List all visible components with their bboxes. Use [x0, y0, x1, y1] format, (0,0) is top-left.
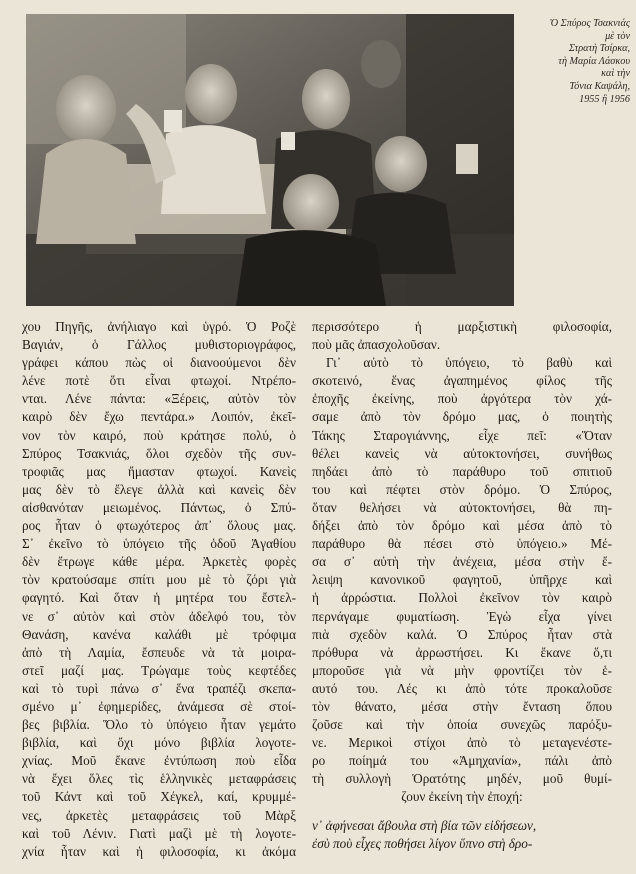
text-line: σα σ᾿ αὐτὴ τὴν ἀνέχεια, μέσα στὴν ἔ-	[312, 554, 612, 570]
text-line: βιβλία, καὶ ὄχι μόνο βιβλία λογοτε-	[22, 735, 296, 751]
text-line: πιὰ σχεδὸν καλά. Ὁ Σπύρος ἦταν στὰ	[312, 626, 612, 642]
text-line: ἐποχῆς ἐκείνης, ποὺ ἀργότερα τὸν χά-	[312, 391, 612, 407]
text-line: καιρὸ δὲν ἔχω πεντάρα.» Λοιπόν, ἐκεῖ-	[22, 409, 296, 425]
text-line: ἀπὸ τὴ Λαμία, ἔσπευδε νὰ τὰ μοιρα-	[22, 644, 296, 660]
text-line: ρος ἦταν ὁ φτωχότερος ἀπ᾿ ὅλους μας.	[22, 518, 296, 534]
text-line: νὰ ἔχει ὅλες τὶς ἑλληνικὲς μεταφράσεις	[22, 771, 296, 787]
text-line: Τάκης Σταρογιάννης, εἶχε πεῖ: «Ὅταν	[312, 427, 612, 443]
text-line: Θανάση, κανένα καλάθι μὲ τρόφιμα	[22, 626, 296, 642]
text-line: βες βιβλία. Ὅλο τὸ ὑπόγειο ἦταν γεμάτο	[22, 717, 296, 733]
text-line: ζουν ἐκείνη τὴν ἐποχή:	[401, 789, 523, 805]
text-line: σκοτεινό, ἕνας ἀγαπημένος φίλος τῆς	[312, 373, 612, 389]
text-line: νε σ᾿ αὐτὸν καὶ στὸν ἀδελφό του, τὸν	[22, 608, 296, 624]
text-line: μποροῦσε γιὰ νὰ μὴν φροντίζει τὸν ἑ-	[312, 662, 612, 678]
paragraph-start-line: Γι᾿ αὐτὸ τὸ ὑπόγειο, τὸ βαθὺ καὶ	[326, 355, 612, 371]
text-line: λειψη κανονικοῦ φαγητοῦ, ὑπῆρχε καὶ	[312, 572, 612, 588]
caption-line: καὶ τὴν	[601, 68, 630, 80]
text-line: καὶ τοῦ Λένιν. Γιατὶ μαζὶ μὲ τὴ λογοτε-	[22, 825, 296, 841]
caption-line: μὲ τὸν	[605, 30, 630, 42]
text-line: χνία ἦταν καὶ ἡ φιλοσοφία, κι ἀκόμα	[22, 843, 296, 859]
text-line: χνίας. Μοῦ ἔκανε ἐντύπωση ποὺ εἶδα	[22, 753, 296, 769]
verse-line: ν᾿ ἀφήνεσαι ἄβουλα στὴ βία τῶν εἰδήσεων,	[312, 817, 537, 833]
text-line: αἰσθανόταν μειωμένος. Πάντως, ὁ Σπύ-	[22, 499, 296, 515]
group-photo-image	[26, 14, 514, 306]
caption-line: 1955 ἢ 1956	[579, 93, 630, 105]
text-line: δὲν ἔτρωγε κάθε μέρα. Ἀρκετὲς φορὲς	[22, 554, 296, 570]
text-line: τὸν θάνατο, μέσα στὴν ἔνταση ὅπου	[312, 698, 612, 714]
verse-spacer	[312, 807, 612, 817]
text-line: γράφει κάπου πὼς οἱ διανοούμενοι δὲν	[22, 355, 296, 371]
text-line: νες, ἀρκετὲς μεταφράσεις τοῦ Μὰρξ	[22, 807, 296, 823]
right-text-column	[312, 318, 612, 853]
text-line: ὅταν θελήσει νὰ αὐτοκτονήσει, θὰ πη-	[312, 499, 612, 515]
text-line: ζοῦσε καὶ τὴν ὁποία συνεχῶς παρόξυ-	[312, 717, 612, 733]
text-line: φαγητό. Καὶ ὅταν ἡ μητέρα του ἔστελ-	[22, 590, 296, 606]
text-line: ρο ποίημά του «Ἀμηχανία», πάλι ἀπὸ	[312, 753, 612, 769]
text-line: τὴ συλλογὴ Ὁρατότης μηδέν, μοῦ θυμί-	[312, 771, 612, 787]
text-line: καὶ τὸ τυρὶ πάνω σ᾿ ἕνα τραπέζι σκεπα-	[22, 680, 296, 696]
text-line: νε. Μερικοὶ στίχοι ἀπὸ τὸ μεταγενέστε-	[312, 735, 612, 751]
text-line: Σπύρος Τσακνιάς, ὅλοι σχεδὸν τῆς συν-	[22, 445, 296, 461]
text-line: λένε ποτὲ ὅτι εἶναι φτωχοί. Ντρέπο-	[22, 373, 296, 389]
text-line: περνάγαμε φυματίωση. Ἐγὼ εἶχα γίνει	[312, 608, 612, 624]
text-line: ἡ ἀρρώστια. Πολλοὶ ἐκεῖνον τὸν καιρὸ	[312, 590, 612, 606]
text-line: πρόθυρα νὰ ἀρρωστήσει. Κι ἔκανε ὅ,τι	[312, 644, 612, 660]
text-line: νον τὸν καιρό, ποὺ κράτησε πολύ, ὁ	[22, 427, 296, 443]
text-line: δήξει ἀπὸ τὸν δρόμο καὶ μέσα ἀπὸ τὸ	[312, 518, 612, 534]
text-line: αυτό του. Λές κι ἀπὸ τότε προκαλοῦσε	[312, 680, 612, 696]
archival-photograph	[26, 14, 514, 306]
text-line: σαμε ἀπὸ τὸν δρόμο μας, ὁ ποιητὴς	[312, 409, 612, 425]
text-line: στεῖ μαζί μας. Τρώγαμε τοὺς κεφτέδες	[22, 662, 296, 678]
text-line: τοῦ Κάντ καὶ τοῦ Χέγκελ, καί, κρυμμέ-	[22, 789, 296, 805]
photo-caption	[522, 18, 630, 106]
text-line: πηδάει ἀπὸ τὸ παράθυρο τοῦ σπιτιοῦ	[312, 463, 612, 479]
text-line: τροφιᾶς μας ἤμασταν φτωχοί. Κανεὶς	[22, 463, 296, 479]
caption-line: Τόνια Καψάλη,	[569, 80, 630, 92]
text-line: του καὶ πέφτει στὸν δρόμο. Ὁ Σπύρος,	[312, 481, 612, 497]
text-line: Σ᾿ ἐκεῖνο τὸ ὑπόγειο τῆς ὁδοῦ Ἀγαθίου	[22, 536, 296, 552]
text-line: Βαγιάν, ὁ Γάλλος μυθιστοριογράφος,	[22, 337, 296, 353]
text-line: περισσότερο ἡ μαρξιστικὴ φιλοσοφία,	[312, 319, 612, 334]
text-line: σμένο μ᾿ ἐφημερίδες, ἀνάμεσα σὲ στοί-	[22, 698, 296, 714]
text-line: ποὺ μᾶς ἀπασχολοῦσαν.	[312, 337, 441, 353]
left-text-column	[22, 318, 296, 861]
caption-line: Στρατὴ Τσίρκα,	[568, 43, 630, 55]
text-line: μας δὲν τὸ ἔλεγε ἀλλὰ καὶ κανεὶς δὲν	[22, 481, 296, 497]
text-line: παράθυρο θὰ πέσει στὸ ὑπόγειο.» Μέ-	[312, 536, 612, 552]
text-line: χου Πηγῆς, ἀνήλιαγο καὶ ὑγρό. Ὁ Ροζὲ	[22, 319, 296, 334]
caption-line: Ὁ Σπύρος Τσακνιάς	[549, 18, 630, 29]
text-line: τὸν κρατούσαμε σπίτι μου μὲ τὸ ζόρι γιὰ	[22, 572, 296, 588]
caption-line: τὴ Μαρία Λάσκου	[558, 55, 630, 67]
text-line: θέλει κανεὶς νὰ αὐτοκτονήσει, συνήθως	[312, 445, 612, 461]
text-line: νται. Λένε πάντα: «Ξέρεις, αὐτὸν τὸν	[22, 391, 296, 407]
verse-line: ἐσὺ ποὺ εἶχες ποθήσει λίγον ὕπνο στὴ δρο-	[312, 835, 533, 851]
